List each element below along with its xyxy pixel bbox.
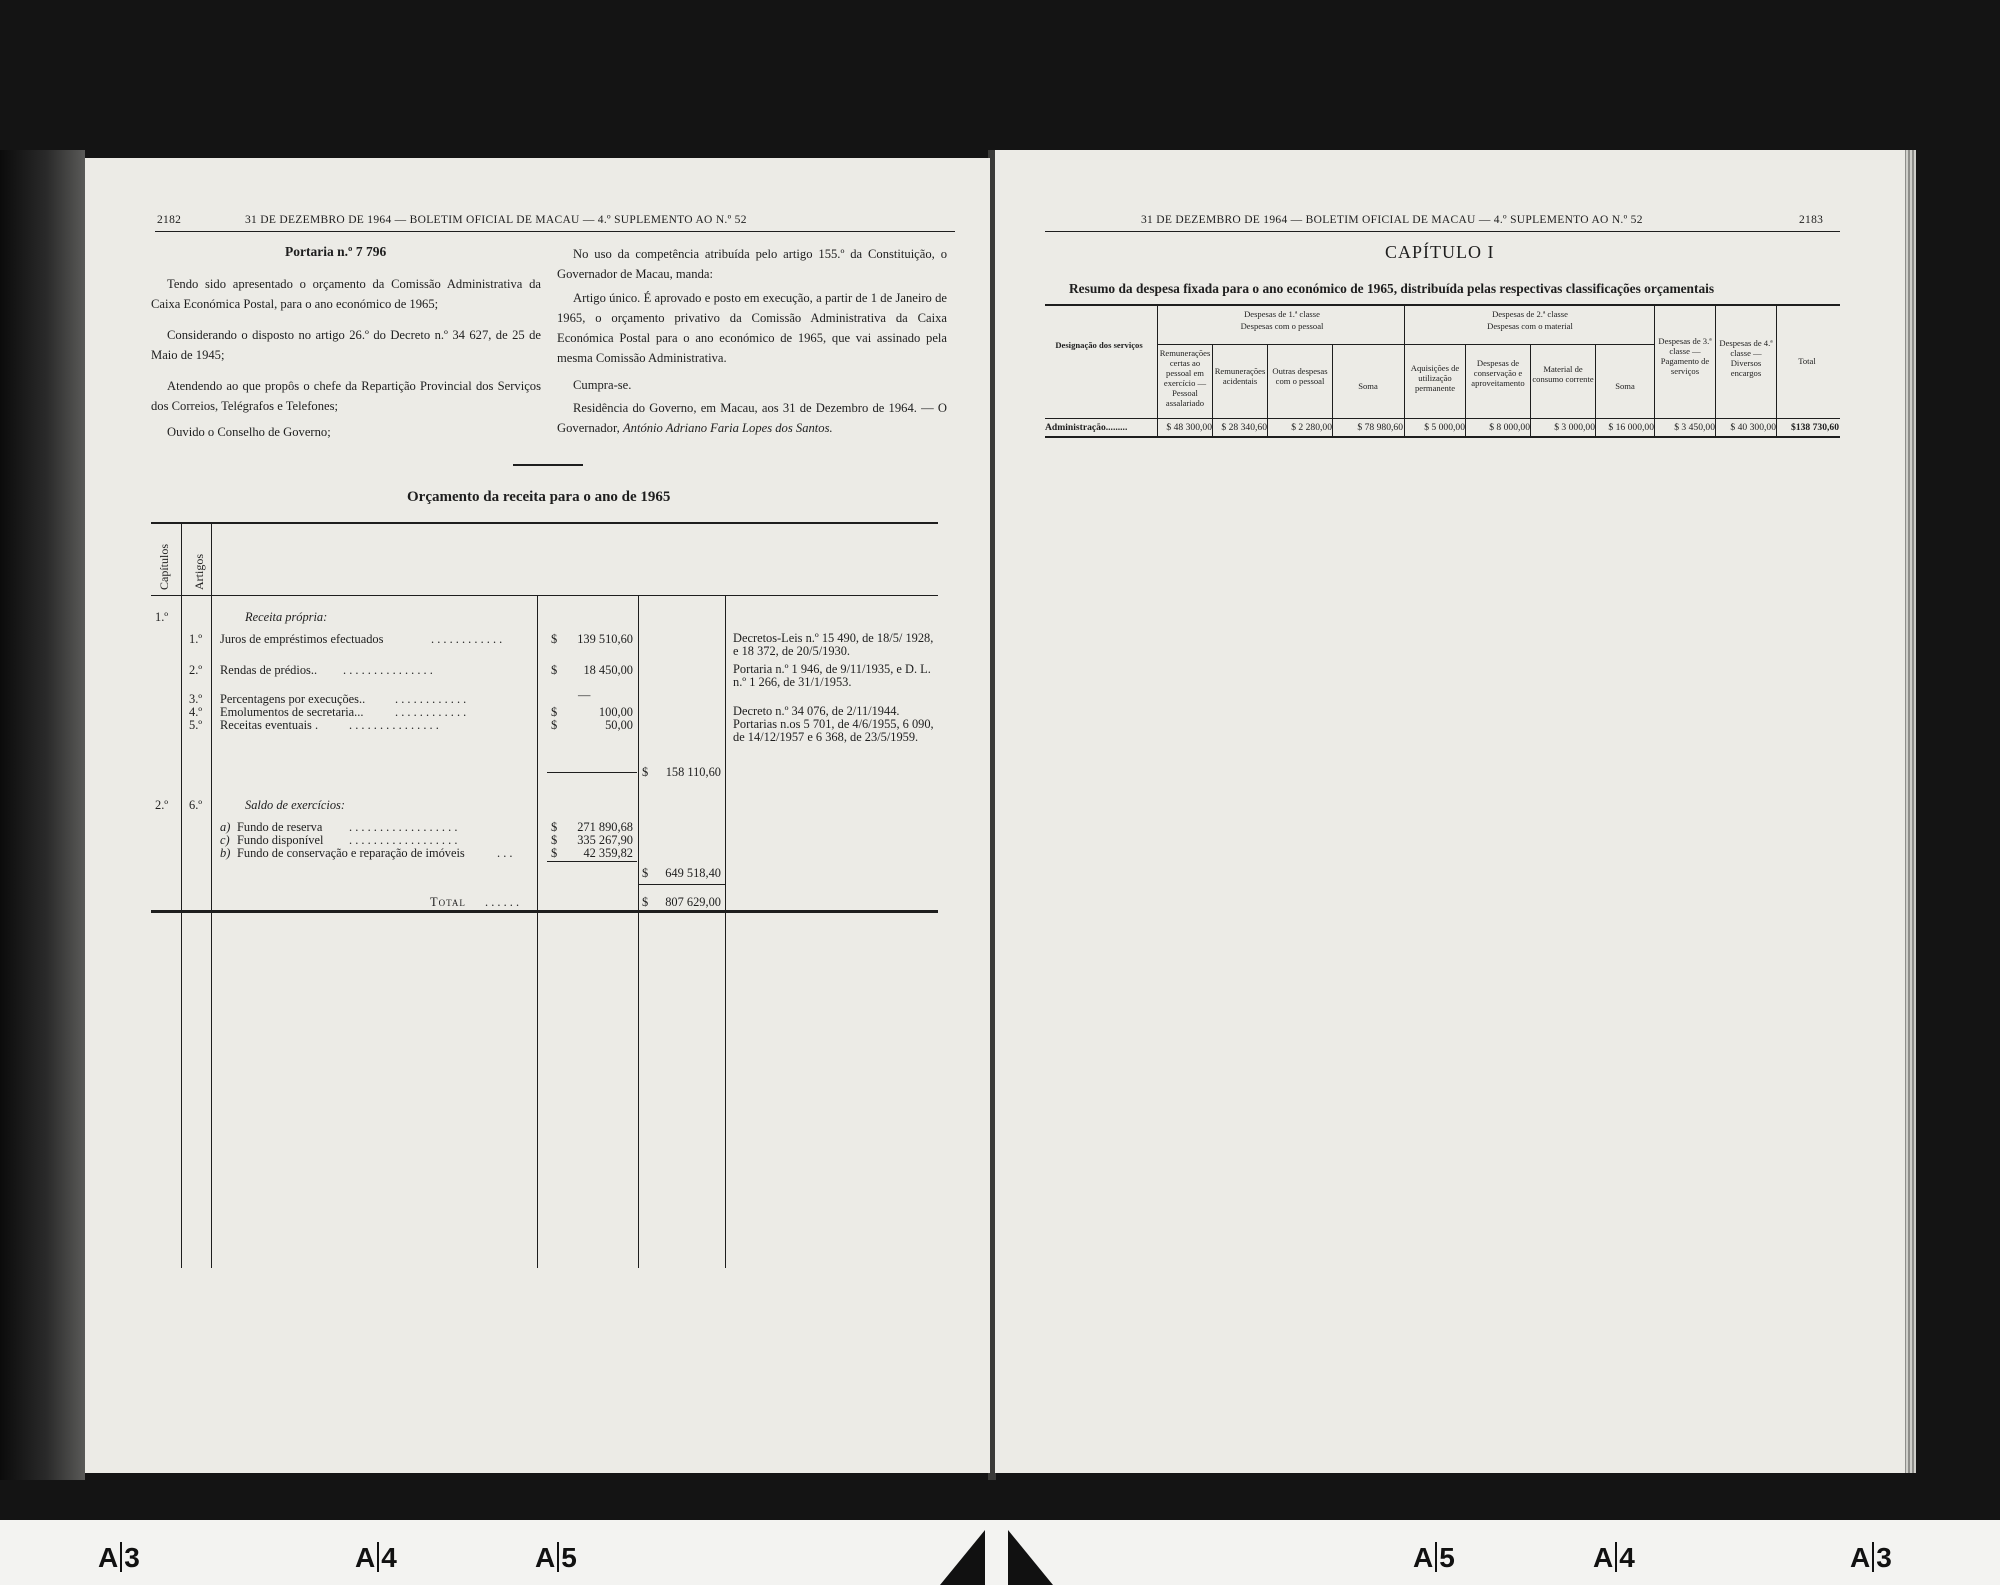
arrow-left-icon (940, 1530, 985, 1585)
table-bottom-rule (1045, 436, 1840, 438)
row-description: Juros de empréstimos efectuados (220, 632, 384, 646)
table-top-rule (1045, 304, 1840, 306)
subtotal-value: 158 110,60 (665, 765, 721, 779)
row-description: Emolumentos de secretaria... (220, 705, 364, 719)
total-rule (638, 884, 725, 885)
leader-dots: . . . . . . . . . . . . (395, 705, 467, 719)
leader-dots: . . . . . . . . . . . . . . . . . . (349, 820, 458, 834)
subtotal-currency: $ (642, 765, 649, 779)
row-value: $ 40 300,00 (1730, 422, 1776, 433)
row-value: $ 8 000,00 (1489, 422, 1530, 433)
column-line (537, 595, 538, 1268)
row-description: Receitas eventuais . (220, 718, 319, 732)
group-header-1: Despesas de 1.ª classe (1244, 309, 1320, 319)
column-line (1404, 306, 1405, 436)
separator (513, 464, 583, 466)
column-line (1654, 306, 1655, 436)
currency-sign: $ (551, 820, 558, 834)
col-header: Soma (1615, 381, 1635, 391)
row-value: $ 48 300,00 (1166, 422, 1212, 433)
row-letter: c) (220, 833, 230, 847)
chapter-title: CAPÍTULO I (1385, 242, 1495, 262)
col-header: Material de consumo corrente (1532, 364, 1594, 384)
film-marker: A 5 (1413, 1542, 1455, 1573)
group-header-1-sub: Despesas com o pessoal (1240, 321, 1324, 331)
row-value: 271 890,68 (577, 820, 633, 834)
film-marker: A 4 (355, 1542, 397, 1573)
col-header: Outras despesas com o pessoal (1272, 366, 1328, 386)
table-title: Resumo da despesa fixada para o ano económico de 1965, distribuída pelas respectivas classificações orçamentais (1069, 281, 1715, 296)
row-value: $ 3 000,00 (1554, 422, 1595, 433)
row-value: 139 510,60 (577, 632, 633, 646)
table-title: Orçamento da receita para o ano de 1965 (407, 489, 671, 505)
left-page (85, 158, 990, 1473)
running-header: 31 DE DEZEMBRO DE 1964 — BOLETIM OFICIAL DE MACAU — 4.º SUPLEMENTO AO N.º 52 (245, 214, 747, 226)
table-bottom-rule (151, 910, 938, 913)
row-description: Percentagens por execuções.. (220, 692, 366, 706)
legal-note: Decretos-Leis n.º 15 490, de 18/5/ 1928, e 18 372, de 20/5/1930. (733, 631, 934, 658)
row-description: Rendas de prédios.. (220, 663, 318, 677)
row-value: $ 2 280,00 (1291, 422, 1332, 433)
currency-sign: $ (551, 632, 558, 646)
header-rule (1045, 231, 1840, 232)
running-header: 31 DE DEZEMBRO DE 1964 — BOLETIM OFICIAL DE MACAU — 4.º SUPLEMENTO AO N.º 52 (1141, 214, 1643, 226)
leader-dots: . . . (497, 846, 513, 860)
group-header-2-sub: Despesas com o material (1487, 321, 1573, 331)
subtotal-value: 649 518,40 (665, 866, 721, 880)
article-number: 1.º (189, 632, 203, 646)
col-header-designacao: Designação dos serviços (1055, 340, 1143, 350)
row-value: $ 3 450,00 (1674, 422, 1715, 433)
subtotal-rule (547, 772, 637, 773)
leader-dots: . . . . . . . . . . . . . . . (349, 718, 439, 732)
col-header-artigos: Artigos (192, 554, 206, 590)
row-value: 42 359,82 (583, 846, 633, 860)
row-value: 50,00 (605, 718, 633, 732)
closing-text: Residência do Governo, em Macau, aos 31 de Dezembro de 1964. — O Governador, (557, 401, 947, 435)
total-value: 807 629,00 (665, 895, 721, 909)
closing-paragraph (557, 398, 947, 438)
row-value: $ 5 000,00 (1424, 422, 1465, 433)
col-header-capitulos: Capítulos (157, 543, 171, 590)
book-spine (0, 150, 85, 1480)
paragraph: Considerando o disposto no artigo 26.º do Decreto n.º 34 627, de 25 de Maio de 1945; (151, 328, 541, 362)
section-title: Receita própria: (245, 610, 328, 624)
column-line (638, 595, 639, 1268)
article-number: 4.º (189, 705, 203, 719)
row-label: Administração......... (1045, 422, 1128, 433)
arrow-right-icon (1008, 1530, 1053, 1585)
legal-note: Portarias n.os 5 701, de 4/6/1955, 6 090, de 14/12/1957 e 6 368, de 23/5/1959. (733, 717, 934, 744)
leader-dots: . . . . . . (485, 895, 520, 909)
row-letter: a) (220, 820, 231, 834)
header-rule (155, 231, 955, 232)
row-letter: b) (220, 846, 231, 860)
header-bottom-rule (1045, 418, 1840, 419)
row-value: $ 28 340,60 (1221, 422, 1267, 433)
paragraph: Tendo sido apresentado o orçamento da Comissão Administrativa da Caixa Económica Postal, para o ano económico de 1965; (151, 277, 541, 311)
col-header: Remunerações certas ao pessoal em exercício — Pessoal assalariado (1159, 348, 1211, 408)
portaria-title: Portaria n.º 7 796 (285, 244, 387, 259)
col-header: Despesas de 3.ª classe — Pagamento de serviços (1658, 336, 1712, 376)
row-description: Fundo disponível (237, 833, 324, 847)
subtotal-rule (547, 861, 637, 862)
currency-sign: $ (551, 705, 558, 719)
film-marker: A 3 (1850, 1542, 1892, 1573)
column-line (1715, 306, 1716, 436)
column-line (725, 595, 726, 1268)
row-value: 18 450,00 (583, 663, 633, 677)
article-number: 6.º (189, 798, 203, 812)
legal-note: Portaria n.º 1 946, de 9/11/1935, e D. L. n.º 1 266, de 31/1/1953. (733, 662, 931, 689)
header-bottom-rule (151, 595, 938, 596)
row-description: Fundo de conservação e reparação de imóveis (237, 846, 465, 860)
row-value: — (578, 688, 591, 702)
leader-dots: . . . . . . . . . . . . . . . . . . (349, 833, 458, 847)
row-value: 100,00 (598, 705, 633, 719)
row-value: $ 78 980,60 (1357, 422, 1403, 433)
group-header-2: Despesas de 2.ª classe (1492, 309, 1568, 319)
legal-note: Decreto n.º 34 076, de 2/11/1944. (733, 704, 900, 718)
film-strip (0, 1520, 2000, 1585)
subtotal-currency: $ (642, 866, 649, 880)
leader-dots: . . . . . . . . . . . . (431, 632, 503, 646)
column-line (1776, 306, 1777, 436)
currency-sign: $ (551, 833, 558, 847)
page-number: 2183 (1799, 214, 1824, 226)
film-marker: A 5 (535, 1542, 577, 1573)
table-top-rule (151, 522, 938, 524)
group-rule (1157, 344, 1654, 345)
leader-dots: . . . . . . . . . . . . (395, 692, 467, 706)
article-number: 5.º (189, 718, 203, 732)
col-header: Remunerações acidentais (1214, 366, 1266, 386)
total-label: Total (430, 895, 466, 909)
currency-sign: $ (551, 663, 558, 677)
currency-sign: $ (551, 846, 558, 860)
column-line (1157, 306, 1158, 436)
paragraph: Ouvido o Conselho de Governo; (167, 425, 331, 439)
section-title: Saldo de exercícios: (245, 798, 346, 812)
leader-dots: . . . . . . . . . . . . . . . (343, 663, 433, 677)
governor-name: António Adriano Faria Lopes dos Santos. (622, 421, 833, 435)
article-number: 2.º (189, 663, 203, 677)
paragraph: No uso da competência atribuída pelo artigo 155.º da Constituição, o Governador de Macau, manda: (557, 247, 947, 281)
column-line (211, 524, 212, 1268)
col-header: Total (1798, 356, 1816, 366)
page-number: 2182 (157, 214, 182, 226)
article-number: 3.º (189, 692, 203, 706)
paragraph: Atendendo ao que propôs o chefe da Repartição Provincial dos Serviços dos Correios, Telégrafos e Telefones; (151, 379, 541, 413)
col-header: Despesas de conservação e aproveitamento (1471, 358, 1525, 388)
right-page (995, 150, 1905, 1473)
row-description: Fundo de reserva (237, 820, 323, 834)
column-line (181, 524, 182, 1268)
col-header: Soma (1358, 381, 1378, 391)
col-header: Despesas de 4.ª classe — Diversos encargos (1719, 338, 1773, 378)
paragraph: Artigo único. É aprovado e posto em execução, a partir de 1 de Janeiro de 1965, o orçamento privativo da Comissão Administrativa da Caixa Económica Postal para o ano económico de 1965, que vai assinado pela mesma Comissão Administrativa. (557, 291, 947, 365)
total-currency: $ (642, 895, 649, 909)
chapter-number: 2.º (155, 798, 169, 812)
chapter-number: 1.º (155, 610, 169, 624)
paragraph: Cumpra-se. (573, 378, 632, 392)
row-value: $ 16 000,00 (1608, 422, 1654, 433)
currency-sign: $ (551, 718, 558, 732)
film-marker: A 4 (1593, 1542, 1635, 1573)
film-marker: A 3 (98, 1542, 140, 1573)
row-value: 335 267,90 (577, 833, 633, 847)
row-value: $138 730,60 (1791, 422, 1839, 433)
col-header: Aquisições de utilização permanente (1410, 363, 1460, 393)
